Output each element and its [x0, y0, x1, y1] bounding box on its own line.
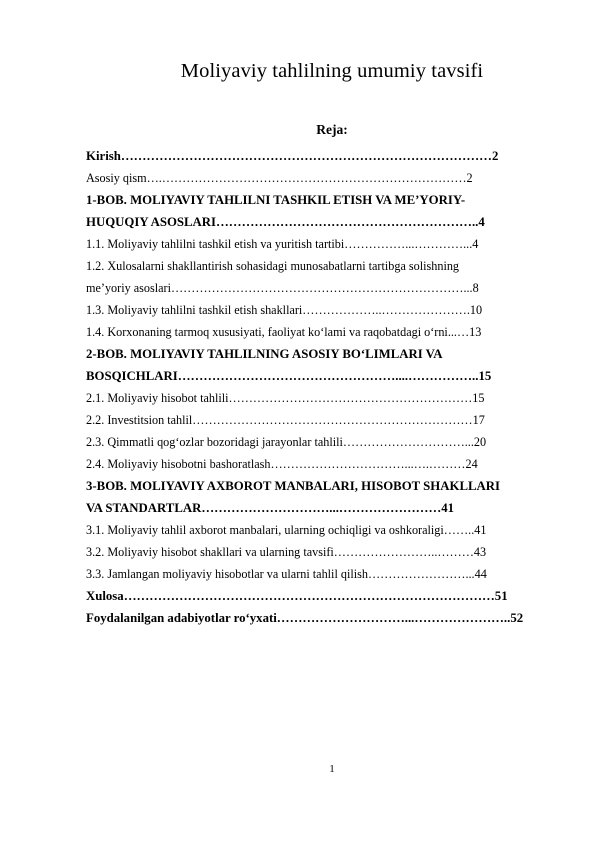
toc-entry: Kirish……………………………………………………………………………2	[86, 149, 499, 163]
toc-entry: 3.1. Moliyaviy tahlil axborot manbalari, ularning ochiqligi va oshkoraligi……..41	[86, 523, 487, 537]
toc-entry: 2.2. Investitsion tahlil……………………………………………………………17	[86, 413, 485, 427]
toc-entry: 2.4. Moliyaviy hisobotni bashoratlash……………………………...….………24	[86, 457, 478, 471]
toc-entry: 1.2. Xulosalarni shakllantirish sohasidagi munosabatlarni tartibga solishning	[86, 259, 460, 273]
table-of-contents	[86, 145, 530, 629]
toc-entry: VA STANDARTLAR…………………………...……………………41	[86, 501, 455, 515]
toc-entry: 2.1. Moliyaviy hisobot tahlili……………………………………………………15	[86, 391, 485, 405]
toc-entry: Foydalanilgan adabiyotlar ro‘yxati…………………………...…………………..52	[86, 611, 524, 625]
plan-heading: Reja:	[316, 122, 348, 137]
document-title: Moliyaviy tahlilning umumiy tavsifi	[180, 60, 484, 82]
toc-entry: Asosiy qism….…………………………………………………………………2	[86, 171, 473, 185]
toc-entry: me’yoriy asoslari………………………………………………………………...8	[86, 281, 479, 295]
toc-entry: 1.3. Moliyaviy tahlilni tashkil etish shakllari………………..………………….10	[86, 303, 483, 317]
toc-entry: 1-BOB. MOLIYAVIY TAHLILNI TASHKIL ETISH VA ME’YORIY-	[86, 193, 466, 207]
toc-entry: Xulosa……………………………………………………………………………51	[86, 589, 508, 603]
toc-entry: 3.2. Moliyaviy hisobot shakllari va ularning tavsifi……………………..………43	[86, 545, 487, 559]
toc-entry: 1.4. Korxonaning tarmoq xususiyati, faoliyat ko‘lami va raqobatdagi o‘rni...…13	[86, 325, 482, 339]
toc-entry: 1.1. Moliyaviy tahlilni tashkil etish va yuritish tartibi……………...…………...4	[86, 237, 479, 251]
toc-entry: 3-BOB. MOLIYAVIY AXBOROT MANBALARI, HISOBOT SHAKLLARI	[86, 479, 500, 493]
toc-entry: 3.3. Jamlangan moliyaviy hisobotlar va ularni tahlil qilish……………………...44	[86, 567, 487, 581]
toc-entry: 2-BOB. MOLIYAVIY TAHLILNING ASOSIY BO‘LIMLARI VA	[86, 347, 443, 361]
page-number: 1	[329, 763, 335, 775]
toc-entry: 2.3. Qimmatli qog‘ozlar bozoridagi jarayonlar tahlili…………………………...20	[86, 435, 487, 449]
toc-entry: HUQUQIY ASOSLARI……………………………………………………..4	[86, 215, 485, 229]
toc-entry: BOSQICHLARI……………………………………………....……………..15	[86, 369, 492, 383]
